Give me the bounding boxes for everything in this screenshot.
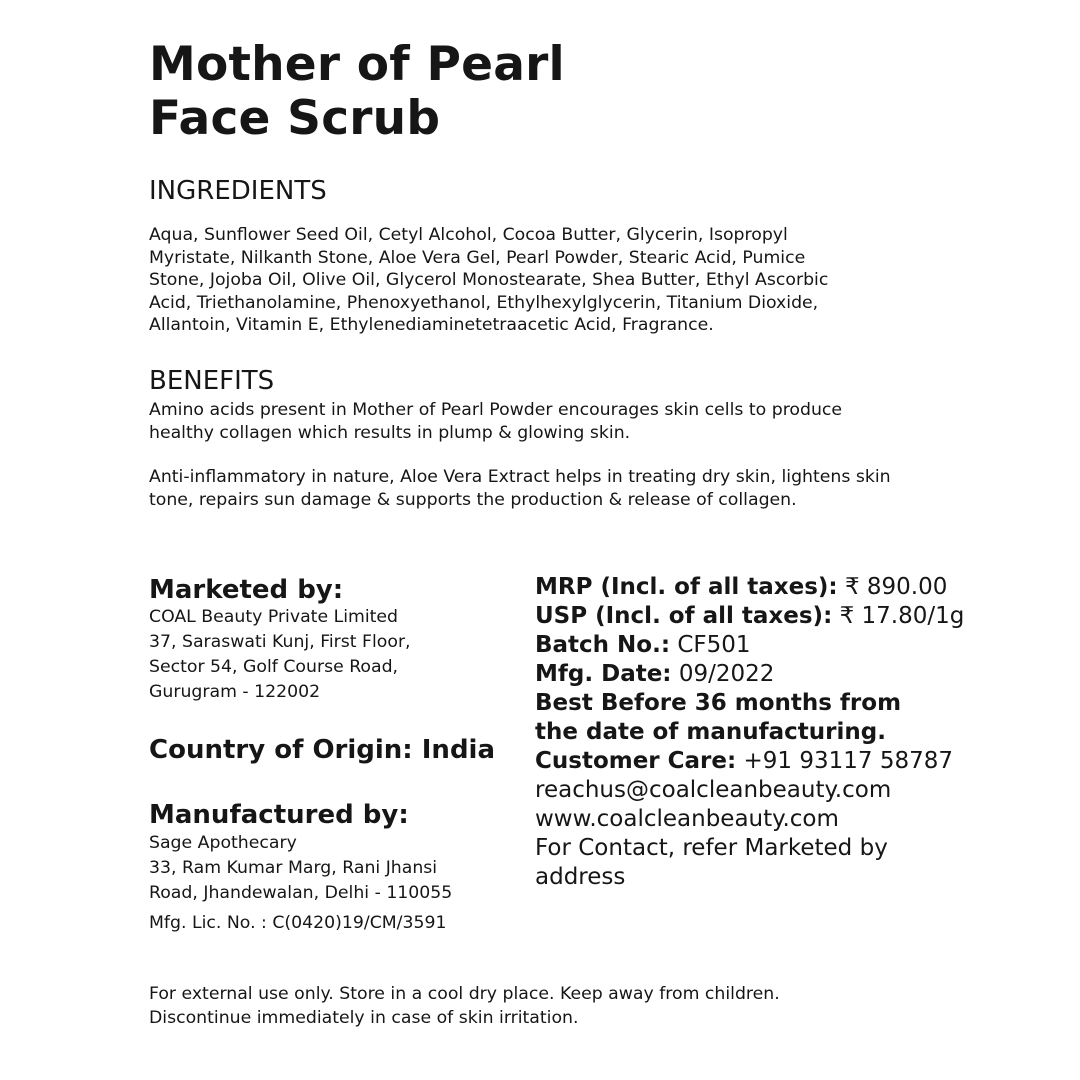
mfg-date-value: 09/2022 [678, 661, 775, 687]
ingredients-line: Myristate, Nilkanth Stone, Aloe Vera Gel, Pearl Powder, Stearic Acid, Pumice [149, 247, 806, 268]
mfg-date-label: Mfg. Date: [535, 661, 672, 687]
contact-note-line-1: For Contact, refer Marketed by [535, 835, 888, 861]
benefits-line: Anti-inflammatory in nature, Aloe Vera Extract helps in treating dry skin, lightens skin [149, 467, 891, 487]
website-link: www.coalcleanbeauty.com [535, 806, 839, 832]
mfg-license-number: Mfg. Lic. No. : C(0420)19/CM/3591 [149, 913, 447, 933]
manufactured-by-address [149, 831, 529, 906]
ingredients-line: Acid, Triethanolamine, Phenoxyethanol, Ethylhexylglycerin, Titanium Dioxide, [149, 292, 819, 313]
contact-note-line-2: address [535, 864, 626, 890]
address-line: 37, Saraswati Kunj, First Floor, [149, 632, 411, 652]
product-details [535, 573, 1055, 892]
product-title-line-1: Mother of Pearl [149, 37, 565, 92]
address-line: Gurugram - 122002 [149, 682, 321, 702]
ingredients-line: Aqua, Sunflower Seed Oil, Cetyl Alcohol, Cocoa Butter, Glycerin, Isopropyl [149, 225, 788, 245]
best-before-line-1: Best Before 36 months from [535, 690, 902, 716]
marketed-by-heading: Marketed by: [149, 575, 344, 605]
address-line: 33, Ram Kumar Marg, Rani Jhansi [149, 858, 438, 878]
contact-email: reachus@coalcleanbeauty.com [535, 777, 892, 803]
ingredients-list [149, 224, 949, 337]
benefits-heading: BENEFITS [149, 366, 275, 396]
best-before-line-2: the date of manufacturing. [535, 719, 886, 745]
benefits-line: tone, repairs sun damage & supports the production & release of collagen. [149, 489, 797, 510]
ingredients-heading: INGREDIENTS [149, 176, 327, 206]
address-line: Sector 54, Golf Course Road, [149, 657, 399, 677]
batch-row [535, 631, 1055, 660]
address-line: Road, Jhandewalan, Delhi - 110055 [149, 883, 453, 903]
country-of-origin: Country of Origin: India [149, 735, 496, 765]
batch-label: Batch No.: [535, 632, 671, 658]
mfg-date-row [535, 660, 1055, 689]
warning-line: Discontinue immediately in case of skin irritation. [149, 1008, 579, 1028]
mrp-row [535, 573, 1055, 602]
benefits-paragraph-2 [149, 466, 949, 511]
benefits-line: healthy collagen which results in plump & glowing skin. [149, 422, 631, 443]
product-title [149, 38, 849, 146]
manufactured-by-heading: Manufactured by: [149, 800, 409, 830]
batch-value: CF501 [677, 632, 751, 658]
ingredients-line: Stone, Jojoba Oil, Olive Oil, Glycerol Monostearate, Shea Butter, Ethyl Ascorbic [149, 270, 829, 291]
marketed-by-address [149, 605, 529, 705]
benefits-paragraph-1 [149, 399, 949, 444]
usp-row [535, 602, 1055, 631]
address-line: Sage Apothecary [149, 833, 297, 853]
address-line: COAL Beauty Private Limited [149, 607, 399, 627]
ingredients-line: Allantoin, Vitamin E, Ethylenediaminetetraacetic Acid, Fragrance. [149, 315, 714, 336]
usage-warning [149, 982, 949, 1030]
customer-care-phone: +91 93117 58787 [743, 748, 954, 774]
customer-care-row [535, 747, 1055, 776]
mrp-value: ₹ 890.00 [844, 574, 948, 600]
customer-care-label: Customer Care: [535, 748, 737, 774]
mrp-label: MRP (Incl. of all taxes): [535, 574, 838, 600]
benefits-line: Amino acids present in Mother of Pearl Powder encourages skin cells to produce [149, 400, 843, 420]
usp-value: ₹ 17.80/1g [839, 603, 965, 629]
product-title-line-2: Face Scrub [149, 91, 441, 146]
warning-line: For external use only. Store in a cool dry place. Keep away from children. [149, 984, 780, 1004]
usp-label: USP (Incl. of all taxes): [535, 603, 833, 629]
